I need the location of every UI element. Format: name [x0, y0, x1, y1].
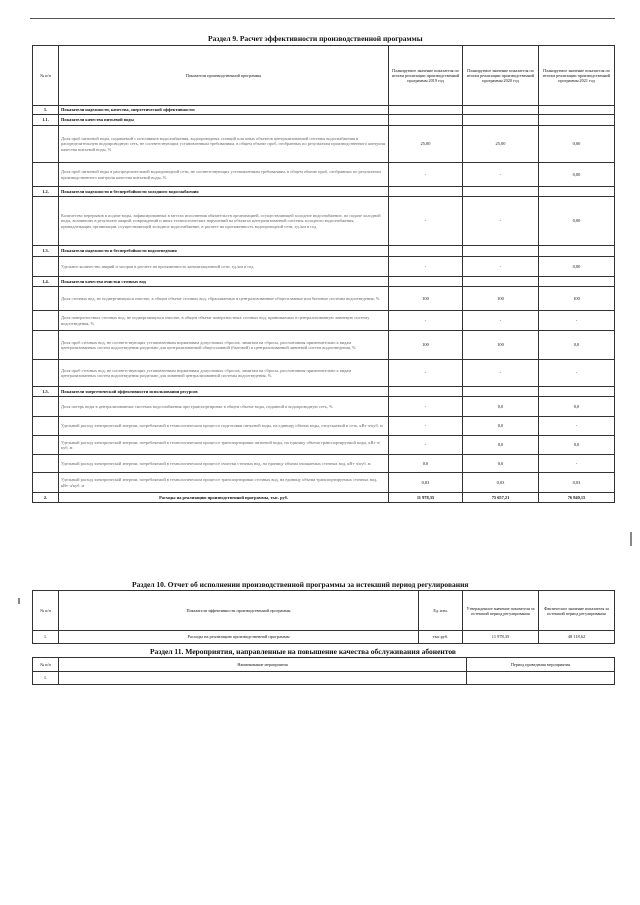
s10-row-indicator: Расходы на реализацию производственной программы — [59, 631, 419, 644]
s9-row-value-2021: - — [539, 311, 615, 331]
s9-row-num — [33, 126, 59, 163]
s10-row-num: 1. — [33, 631, 59, 644]
s9-indicator-row — [33, 455, 615, 473]
section-9-table — [32, 45, 615, 503]
s9-row-value-2020: 0,0 — [463, 436, 539, 455]
s9-row-value-2021: 0,0 — [539, 436, 615, 455]
s9-row-value-2020: 100 — [463, 287, 539, 311]
s9-row-value-2020: - — [463, 311, 539, 331]
s9-row-num: 2. — [33, 493, 59, 503]
section-9-title: Раздел 9. Расчет эффективности производственной программы — [208, 34, 423, 43]
s9-row-indicator: Показатели надежности, качества, энергетической эффективности: — [59, 106, 389, 115]
s9-row-indicator: Доля потерь воды в централизованных системах водоснабжения при транспортировке в общем объеме воды, поданной в водопроводную сеть, % — [59, 397, 389, 417]
s9-row-indicator: Доля сточных вод, не подвергающихся очистке, в общем объеме сточных вод, сбрасываемых в централизованные общесплавные или бытовые системы водоотведения, % — [59, 287, 389, 311]
s10-row-actual: 48 118,62 — [539, 631, 615, 644]
s9-total-row — [33, 493, 615, 503]
s9-row-value-2020: - — [463, 360, 539, 387]
section-11-title: Раздел 11. Мероприятия, направленные на повышение качества обслуживания абонентов — [150, 647, 456, 656]
s9-row-indicator: Доля поверхностных сточных вод, не подвергающихся очистке, в общем объеме поверхностных сточных вод, принимаемых в централизованную ливневую систему водоотведения, % — [59, 311, 389, 331]
s9-row-value-2019: 100 — [389, 287, 463, 311]
section-10-title: Раздел 10. Отчет об исполнении производственной программы за истекший период регулирования — [132, 580, 469, 589]
s9-row-value-2019 — [389, 106, 463, 115]
section-10-table — [32, 590, 615, 644]
s9-row-value-2021: 0,0 — [539, 331, 615, 360]
s9-row-value-2020 — [463, 106, 539, 115]
s9-row-value-2019 — [389, 246, 463, 257]
s9-row-indicator: Показатели надежности и бесперебойности холодного водоснабжения — [59, 187, 389, 197]
s9-head-indicator: Показатели производственной программы — [59, 46, 389, 106]
s9-row-value-2019 — [389, 387, 463, 397]
s9-row-indicator: Доля проб сточных вод, не соответствующих установленным нормативам допустимых сбросов, лимитам на сбросы, рассчитанная применительно к видам централизованных систем водоотведения раздельно для ливневой централизованной системы водоотведения, % — [59, 360, 389, 387]
s9-row-indicator: Удельный расход электрической энергии, потребляемой в технологическом процессе транспортировки сточных вод, на единицу объема транспортируемых сточных вод, кВт·ч/куб. м — [59, 473, 389, 493]
s9-row-indicator: Удельный расход электрической энергии, потребляемой в технологическом процессе транспортировки питьевой воды, на единицу объема транспортируемой воды, кВт·ч/куб. м — [59, 436, 389, 455]
s9-row-value-2019: - — [389, 417, 463, 436]
s9-row-value-2021: 0,00 — [539, 163, 615, 187]
s9-indicator-row — [33, 473, 615, 493]
s10-head-approved: Утвержденное значение показателя за истекший период регулирования — [463, 591, 539, 631]
s11-row-num: 1. — [33, 672, 59, 685]
s9-row-num — [33, 473, 59, 493]
s9-section-row — [33, 115, 615, 126]
s9-indicator-row — [33, 417, 615, 436]
s9-head-2020: Планируемое значение показателя по итогам реализации производственной программы 2020 год — [463, 46, 539, 106]
s9-row-indicator: Показатели качества питьевой воды — [59, 115, 389, 126]
s9-section-row — [33, 106, 615, 115]
s9-row-value-2021 — [539, 106, 615, 115]
s9-row-value-2020 — [463, 277, 539, 287]
s9-indicator-row — [33, 397, 615, 417]
s9-indicator-row — [33, 331, 615, 360]
s9-row-value-2019: - — [389, 436, 463, 455]
margin-mark — [630, 532, 632, 546]
s10-row-unit: тыс.руб. — [419, 631, 463, 644]
s11-head-period: Период проведения мероприятия — [467, 658, 615, 672]
s9-row-value-2019: - — [389, 360, 463, 387]
s9-row-value-2021 — [539, 277, 615, 287]
s9-section-row — [33, 246, 615, 257]
s9-row-value-2021 — [539, 246, 615, 257]
s9-row-num: 1.1. — [33, 115, 59, 126]
s9-row-value-2020 — [463, 187, 539, 197]
section-11-table — [32, 657, 615, 685]
s9-row-value-2021: 76 840,15 — [539, 493, 615, 503]
s9-row-num — [33, 257, 59, 277]
s9-row-indicator: Расходы на реализацию производственной программы, тыс. руб. — [59, 493, 389, 503]
s9-row-num — [33, 311, 59, 331]
s9-row-num: 1.5. — [33, 387, 59, 397]
s9-row-value-2019: - — [389, 311, 463, 331]
s9-row-num — [33, 360, 59, 387]
s9-row-value-2021: - — [539, 417, 615, 436]
s9-row-indicator: Удельный расход электрической энергии, потребляемой в технологическом процессе подготовки питьевой воды, на единицу объема воды, отпускаемой в сеть, кВт·ч/куб. м — [59, 417, 389, 436]
s9-row-value-2020: 25,00 — [463, 126, 539, 163]
s9-head-2019: Планируемое значение показателя по итогам реализации производственной программы 2019 год — [389, 46, 463, 106]
s9-row-indicator: Показатели энергетической эффективности использования ресурсов — [59, 387, 389, 397]
s9-row-indicator: Доля проб сточных вод, не соответствующих установленным нормативам допустимых сбросов, лимитам на сбросы, рассчитанная применительно к видам централизованных систем водоотведения раздельно для централизованной общесплавной (бытовой) и централизованной ливневой систем водоотведения, % — [59, 331, 389, 360]
s9-row-num — [33, 455, 59, 473]
s9-row-indicator: Удельный расход электрической энергии, потребляемой в технологическом процессе очистки сточных вод, на единицу объема очищаемых сточных вод, кВт·ч/куб. м — [59, 455, 389, 473]
s11-head-activity: Наименование мероприятия — [59, 658, 467, 672]
s9-section-row — [33, 187, 615, 197]
s9-indicator-row — [33, 163, 615, 187]
s9-row-value-2020 — [463, 115, 539, 126]
s9-head-2021: Планируемое значение показателя по итогам реализации производственной программы 2021 год — [539, 46, 615, 106]
s11-row-activity — [59, 672, 467, 685]
s9-row-value-2020: - — [463, 197, 539, 246]
s9-row-num: 1.3. — [33, 246, 59, 257]
s9-row-num: 1.2. — [33, 187, 59, 197]
margin-mark — [18, 598, 20, 604]
s9-row-value-2020 — [463, 246, 539, 257]
s9-row-num — [33, 397, 59, 417]
s9-row-indicator: Количество перерывов в подаче воды, зафиксированных в местах исполнения обязательств организацией, осуществляющей холодное водоснабжение, по подаче холодной воды, возникших в результате аварий, повреждений и иных технологических нарушений на объектах централизованной системы холодного водоснабжения, принадлежащих организации, осуществляющей холодное водоснабжение, в расчете на протяженность водопроводной сети, ед./км в год — [59, 197, 389, 246]
s9-row-value-2020: 75 657,21 — [463, 493, 539, 503]
s9-row-value-2021: - — [539, 455, 615, 473]
s9-row-value-2021 — [539, 115, 615, 126]
top-rule — [30, 18, 615, 19]
s9-indicator-row — [33, 311, 615, 331]
s9-indicator-row — [33, 287, 615, 311]
s9-row-value-2019: 11 978,35 — [389, 493, 463, 503]
s9-row-num — [33, 436, 59, 455]
s9-body — [33, 106, 615, 503]
s9-row-num — [33, 331, 59, 360]
s10-head-unit: Ед. изм. — [419, 591, 463, 631]
s9-row-value-2021 — [539, 187, 615, 197]
s9-row-value-2020 — [463, 387, 539, 397]
s9-indicator-row — [33, 257, 615, 277]
s9-row-value-2020: 0,03 — [463, 473, 539, 493]
s9-row-value-2020: - — [463, 257, 539, 277]
s9-row-value-2019: 25,00 — [389, 126, 463, 163]
s10-head-indicator: Показатели эффективности производственной программы — [59, 591, 419, 631]
s9-row-value-2020: 100 — [463, 331, 539, 360]
s9-row-value-2019 — [389, 115, 463, 126]
s9-row-indicator: Показатели надежности и бесперебойности водоотведения — [59, 246, 389, 257]
s9-row-value-2020: 0,0 — [463, 417, 539, 436]
s9-row-value-2021: 0,0 — [539, 397, 615, 417]
s9-row-num — [33, 417, 59, 436]
s10-head-actual: Фактическое значение показателя за истекший период регулирования — [539, 591, 615, 631]
s9-row-value-2019: - — [389, 397, 463, 417]
s9-row-value-2021: 0,00 — [539, 197, 615, 246]
s9-indicator-row — [33, 126, 615, 163]
s9-row-value-2021: 0,00 — [539, 126, 615, 163]
s9-row-value-2020: - — [463, 163, 539, 187]
s9-row-indicator: Доля проб питьевой воды в распределительной водопроводной сети, не соответствующих установленным требованиям, в общем объеме проб, отобранных по результатам производственного контроля качества питьевой воды, % — [59, 163, 389, 187]
s10-row-approved: 11 978,35 — [463, 631, 539, 644]
s9-row-value-2021: 0,00 — [539, 257, 615, 277]
s9-row-value-2019: 0,03 — [389, 473, 463, 493]
s9-row-indicator: Удельное количество аварий и засоров в расчете на протяженность канализационной сети, ед./км в год — [59, 257, 389, 277]
s9-section-row — [33, 387, 615, 397]
s9-indicator-row — [33, 360, 615, 387]
s9-row-value-2019: 0,0 — [389, 455, 463, 473]
s9-row-num: 1.4. — [33, 277, 59, 287]
s9-row-num — [33, 163, 59, 187]
s9-row-num: 1. — [33, 106, 59, 115]
s9-row-num — [33, 197, 59, 246]
s9-row-value-2019: - — [389, 197, 463, 246]
s9-row-value-2021 — [539, 387, 615, 397]
s9-indicator-row — [33, 197, 615, 246]
s11-head-num: № п/п — [33, 658, 59, 672]
s9-head-num: № п/п — [33, 46, 59, 106]
s9-row-value-2019: - — [389, 163, 463, 187]
s9-row-value-2020: 0,0 — [463, 455, 539, 473]
s9-row-indicator: Показатели качества очистки сточных вод — [59, 277, 389, 287]
s9-row-indicator: Доля проб питьевой воды, подаваемой с источников водоснабжения, водопроводных станций или иных объектов централизованной системы водоснабжения в распределительную водопроводную сеть, не соответствующих установленным требованиям, в общем объеме проб, отобранных по результатам производственного контроля качества питьевой воды, % — [59, 126, 389, 163]
s9-row-value-2020: 0,0 — [463, 397, 539, 417]
s9-indicator-row — [33, 436, 615, 455]
s11-row-period — [467, 672, 615, 685]
s9-row-value-2019 — [389, 187, 463, 197]
s9-row-value-2021: 100 — [539, 287, 615, 311]
s9-row-value-2019: 100 — [389, 331, 463, 360]
s9-row-value-2019: - — [389, 257, 463, 277]
s9-row-value-2021: 0,03 — [539, 473, 615, 493]
s9-section-row — [33, 277, 615, 287]
s9-row-value-2019 — [389, 277, 463, 287]
s10-head-num: № п/п — [33, 591, 59, 631]
s9-row-value-2021: - — [539, 360, 615, 387]
s9-row-num — [33, 287, 59, 311]
